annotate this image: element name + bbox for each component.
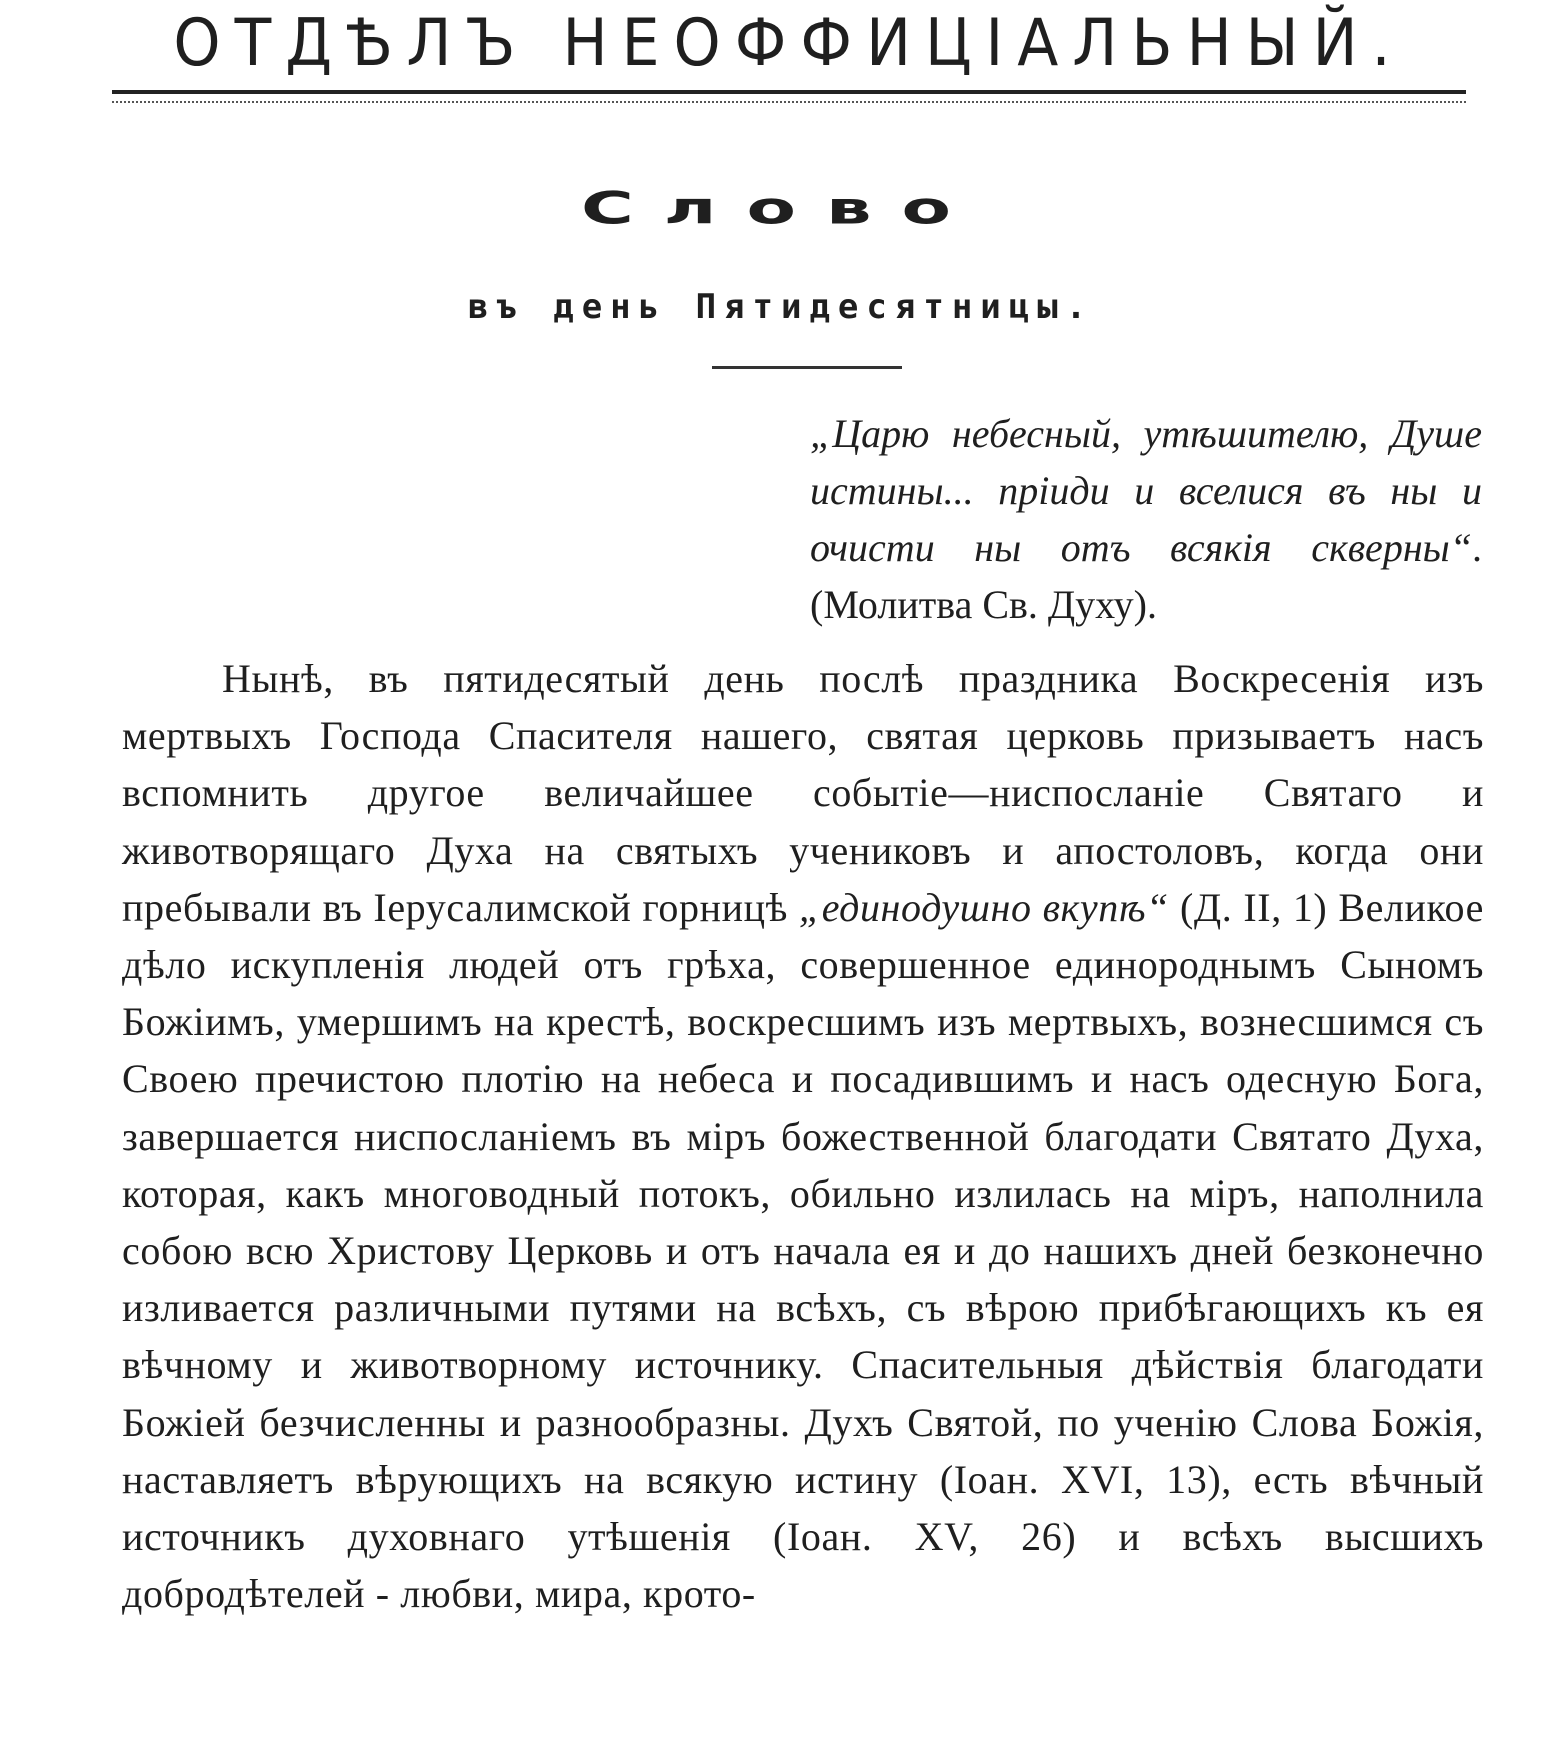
article-subtitle: въ день Пятидесятницы. xyxy=(467,287,1095,327)
section-header: ОТДѢЛЪ НЕОФФИЦІАЛЬНЫЙ. xyxy=(173,5,1405,81)
epigraph-quote: „Царю небесный, утѣшителю, Душе истины... пріиди и вселися въ ны и очисти ны отъ всякія скверны“ xyxy=(810,411,1482,570)
title-divider xyxy=(712,366,902,369)
article-title: Слово xyxy=(580,181,982,234)
header-rule xyxy=(112,90,1466,94)
article-body xyxy=(122,650,1484,1622)
body-italic-quote: „единодушно вкупѣ“ xyxy=(798,884,1169,930)
body-part-2: (Д. II, 1) Великое дѣло искупленія людей отъ грѣха, совершенное единороднымъ Сыномъ Божіимъ, умершимъ на крестѣ, воскресшимъ изъ мертвыхъ, вознесшимся съ Своею пречистою плотію на небеса и посадившимъ и насъ одесную Бога, завершается ниспосланіемъ въ міръ божественной благодати Святато Духа, которая, какъ многоводный потокъ, обильно излилась на міръ, наполнила собою всю Христову Церковь и отъ начала ея и до нашихъ дней безконечно изливается различными путями на всѣхъ, съ вѣрою прибѣгающихъ къ ея вѣчному и животворному источнику. Спасительныя дѣйствія благодати Божіей безчисленны и разнообразны. Духъ Святой, по ученію Слова Божія, наставляетъ вѣрующихъ на всякую истину (Іоан. XVI, 13), есть вѣчный источникъ духовнаго утѣшенія (Іоан. XV, 26) и всѣхъ высшихъ добродѣтелей - любви, мира, крото- xyxy=(122,884,1485,1617)
body-part-1: Нынѣ, въ пятидесятый день послѣ праздника Воскресенія изъ мертвыхъ Господа Спасителя нашего, святая церковь призываетъ насъ вспомнить другое величайшее событіе—ниспосланіе Святаго и животворящаго Духа на святыхъ учениковъ и апостоловъ, когда они пребывали въ Іерусалимской горницѣ xyxy=(122,656,1484,930)
epigraph xyxy=(810,405,1482,633)
epigraph-source: . (Молитва Св. Духу). xyxy=(810,525,1482,627)
header-dotted-rule xyxy=(112,101,1466,103)
